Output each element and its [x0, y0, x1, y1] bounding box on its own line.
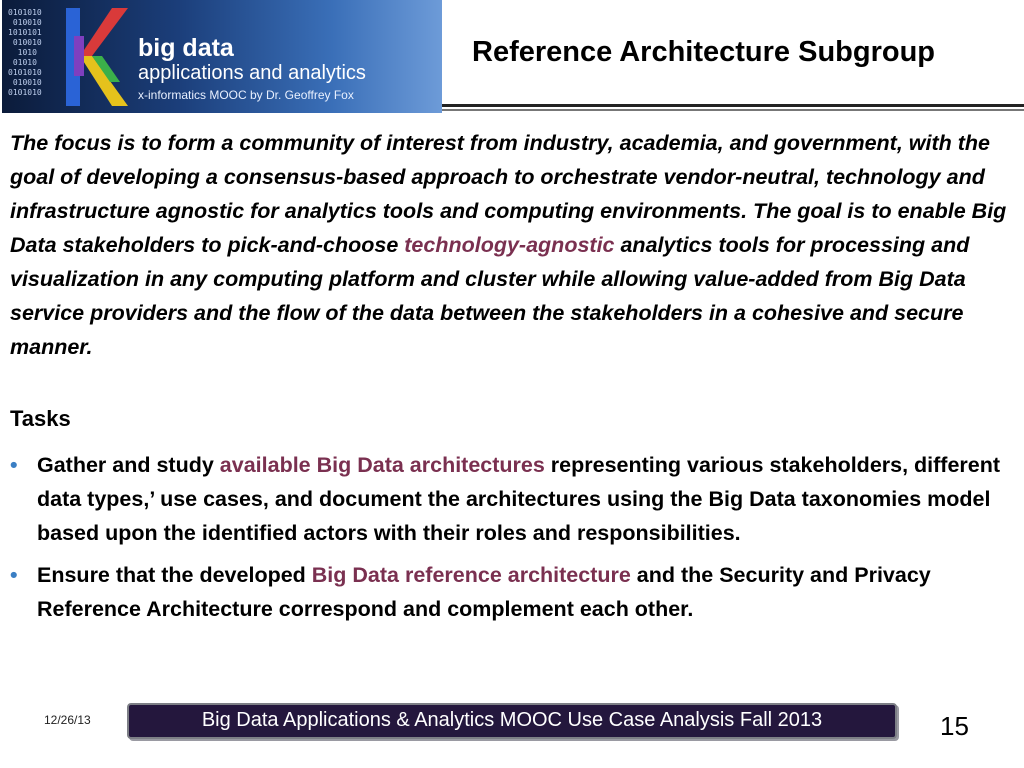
intro-text-start: The focus is to form a community of interest from industry, academia, and government, with the goal of developing a consensus-based approach to orchestrate vendor-neutral, technology and infrastructure agnostic for analytics tools and computing environments. The goal is to enable Big Data stakeholders to pick-and-choose: [10, 131, 1007, 257]
title-divider: [442, 104, 1024, 107]
tasks-list: [10, 448, 1010, 634]
logo-title: big data: [138, 34, 234, 62]
slide-title: Reference Architecture Subgroup: [472, 36, 936, 68]
task-text-end: and the Security and Privacy Reference Architecture correspond and complement each other.: [37, 563, 931, 621]
logo-subtitle: applications and analytics: [138, 62, 366, 84]
footer-course-title: Big Data Applications & Analytics MOOC Use Case Analysis Fall 2013: [201, 709, 823, 731]
logo-tagline: x-informatics MOOC by Dr. Geoffrey Fox: [138, 88, 354, 102]
title-divider-secondary: [442, 109, 1024, 111]
task-highlight: Big Data reference architecture: [311, 563, 631, 587]
task-text-end: representing various stakeholders, different data types,’ use cases, and document the architectures using the Big Data taxonomies model based upon the identified actors with their roles and responsibilities.: [37, 453, 1001, 545]
binary-digits-decoration: 0101010 010010 1010101 010010 1010 01010 0101010 010010 0101010: [8, 8, 42, 97]
task-text-start: Gather and study: [37, 453, 220, 477]
course-logo-banner: [2, 0, 442, 113]
footer-date: 12/26/13: [44, 713, 91, 727]
tasks-heading: Tasks: [10, 406, 71, 431]
bullet-icon: •: [10, 453, 18, 477]
task-item: [10, 558, 1010, 626]
page-number: 15: [940, 711, 969, 741]
task-item: [10, 448, 1010, 550]
intro-text-end: analytics tools for processing and visualization in any computing platform and cluster while allowing value-added from Big Data service providers and the flow of the data between the stakeholders in a cohesive and secure manner.: [10, 233, 970, 359]
task-text-start: Ensure that the developed: [37, 563, 312, 587]
intro-highlight: technology-agnostic: [404, 233, 615, 257]
k-logo-icon: [62, 6, 132, 108]
footer-course-banner: [127, 703, 897, 739]
bullet-icon: •: [10, 563, 18, 587]
intro-paragraph: [10, 126, 1010, 364]
task-highlight: available Big Data architectures: [219, 453, 545, 477]
